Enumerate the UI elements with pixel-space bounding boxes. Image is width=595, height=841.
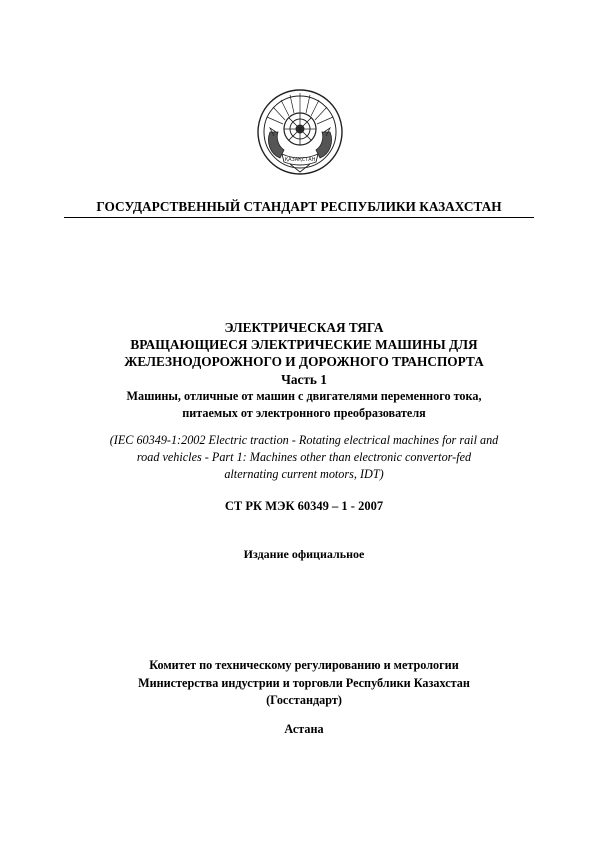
header-underline — [64, 217, 534, 218]
standard-code: СТ РК МЭК 60349 – 1 - 2007 — [224, 499, 384, 513]
title-subtitle-line-1: Машины, отличные от машин с двигателями переменного тока, — [126, 388, 482, 403]
kazakhstan-state-emblem-icon — [256, 88, 344, 176]
title-line-3: ЖЕЛЕЗНОДОРОЖНОГО И ДОРОЖНОГО ТРАНСПОРТА — [124, 354, 484, 370]
title-line-2: ВРАЩАЮЩИЕСЯ ЭЛЕКТРИЧЕСКИЕ МАШИНЫ ДЛЯ — [130, 337, 478, 353]
iec-line-3: alternating current motors, IDT) — [224, 467, 384, 481]
emblem-ribbon-text: ҚАЗАҚСТАН — [284, 157, 316, 163]
title-subtitle-line-2: питаемых от электронного преобразователя — [182, 406, 426, 421]
city-label: Астана — [284, 722, 324, 736]
organization-line-1: Комитет по техническому регулированию и метрологии — [149, 658, 459, 672]
iec-line-2: road vehicles - Part 1: Machines other than electronic convertor-fed — [136, 450, 472, 464]
document-title — [54, 319, 554, 422]
organization-line-3: (Госстандарт) — [266, 693, 342, 707]
issuing-organization — [54, 657, 554, 710]
organization-line-2: Министерства индустрии и торговли Республики Казахстан — [138, 675, 470, 690]
edition-label: Издание официальное — [243, 547, 365, 561]
standard-header: ГОСУДАРСТВЕННЫЙ СТАНДАРТ РЕСПУБЛИКИ КАЗАХСТАН — [96, 199, 502, 214]
title-line-1: ЭЛЕКТРИЧЕСКАЯ ТЯГА — [224, 320, 384, 335]
iec-line-1: (IEC 60349-1:2002 Electric traction - Rotating electrical machines for rail and — [109, 433, 499, 447]
iec-reference — [54, 432, 554, 483]
title-part: Часть 1 — [281, 371, 327, 387]
